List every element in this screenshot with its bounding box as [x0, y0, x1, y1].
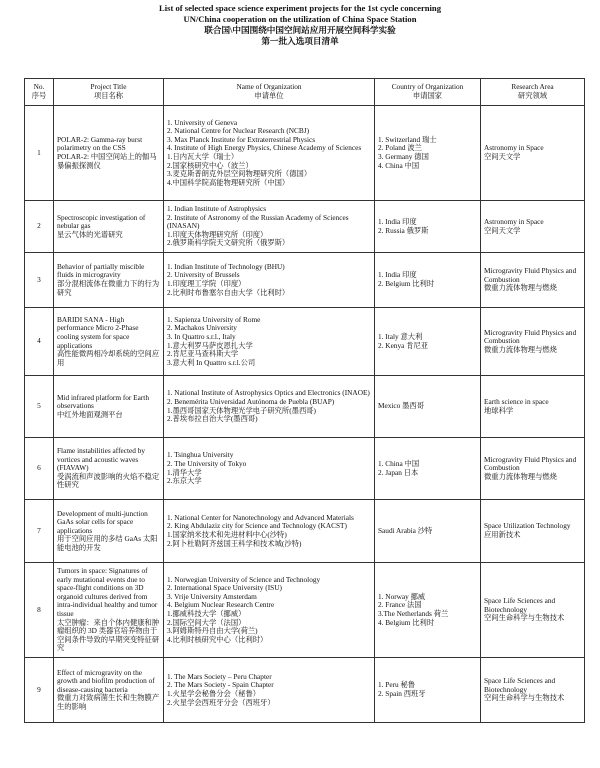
organization-list: [164, 376, 375, 438]
research-area: [481, 500, 585, 563]
organization-list-line: 3.阿姆斯特丹自由大学(荷兰): [167, 626, 258, 636]
research-area-line: Microgravity Fluid Physics and Combustion: [484, 266, 577, 284]
research-area-line: Microgravity Fluid Physics and Combustion: [484, 454, 577, 473]
table-row: [25, 308, 585, 376]
research-area-line: Space Life Sciences and Biotechnology: [484, 596, 556, 614]
organization-list-line: 2. National Centre for Nuclear Research (NCBJ): [167, 126, 310, 136]
research-area-line: Space Utilization Technology: [484, 521, 571, 531]
organization-list-line: 2.东京大学: [167, 476, 202, 486]
research-area-line: 空间生命科学与生物技术: [484, 693, 565, 703]
table-row: [25, 500, 585, 563]
organization-list-line: 1. Indian Institute of Astrophysics: [167, 204, 267, 214]
country-list-line: 3. Germany 德国: [378, 152, 429, 161]
country-list-line: 4. Belgium 比利时: [378, 617, 435, 627]
project-title-line: Mid infrared platform for Earth observations: [57, 392, 149, 411]
row-number: 2: [25, 201, 54, 253]
country-list-line: 1. Switzerland 瑞士: [378, 134, 437, 144]
organization-list: [164, 438, 375, 500]
country-list: [375, 308, 481, 376]
organization-list-line: 1.墨西哥国家天体物理光学电子研究所(墨西哥): [167, 405, 316, 415]
organization-list-line: 2. Institute of Astronomy of the Russian Academy of Sciences (INASAN): [167, 212, 349, 231]
organization-list-line: 1.日内瓦大学（瑞士）: [167, 152, 239, 161]
project-title-line: Tumors in space: Signatures of early mutational events due to space-flight conditions on 3D organoid cultures derived from intra-individual healthy and tumor tissue: [57, 566, 158, 618]
table-header-row: [25, 79, 585, 106]
organization-list-line: 4.比利时核研究中心（比利时）: [167, 634, 268, 644]
organization-list-line: 4.中国科学院高能物理研究所（中国）: [167, 177, 290, 187]
table-row: [25, 658, 585, 723]
project-title-line: 中红外地面观测平台: [57, 409, 123, 419]
country-list-line: 1. India 印度: [378, 270, 417, 280]
country-list-line: 2. Russia 俄罗斯: [378, 225, 429, 235]
country-list: [375, 376, 481, 438]
research-area-line: 微重力流体物理与燃烧: [484, 471, 557, 481]
header-no: No. 序号: [25, 79, 54, 106]
organization-list: [164, 106, 375, 201]
project-title-line: BARIDI SANA - High performance Micro 2-Phase cooling system for space applications: [57, 314, 139, 350]
project-title-line: 用于空间应用的多结 GaAs 太阳能电池的开发: [57, 534, 158, 552]
research-area-line: 空间天文学: [484, 225, 521, 235]
header-country: Country of Organization 申请国家: [375, 79, 481, 106]
organization-list-line: 3. In Quattro s.r.l., Italy: [167, 331, 236, 341]
organization-list-line: 2. The University of Tokyo: [167, 458, 247, 468]
research-area: [481, 563, 585, 658]
project-title: [54, 563, 164, 658]
project-title-line: 星云气体的光谱研究: [57, 229, 123, 239]
organization-list: [164, 201, 375, 253]
organization-list-line: 1. University of Geneva: [167, 117, 238, 127]
row-number: 4: [25, 308, 54, 376]
country-list-line: 1. Norway 挪威: [378, 591, 426, 601]
organization-list-line: 3. Vrije University Amsterdam: [167, 591, 257, 601]
title-line-3: 联合国\中国围绕中国空间站应用开展空间科学实验: [204, 25, 396, 35]
organization-list-line: 1. National Institute of Astrophysics Optics and Electronics (INAOE): [167, 388, 370, 398]
organization-list-line: 1.意大利罗马萨皮恩扎大学: [167, 340, 253, 350]
project-title: [54, 500, 164, 563]
country-list: [375, 563, 481, 658]
research-area: [481, 438, 585, 500]
table-row: [25, 563, 585, 658]
document-title: [0, 0, 600, 47]
organization-list-line: 1.挪威科技大学（挪威）: [167, 609, 246, 618]
organization-list-line: 1.印度理工学院（印度）: [167, 279, 246, 288]
research-area-line: 应用新技术: [484, 530, 521, 539]
organization-list-line: 2.火星学会西班牙分会（西班牙）: [167, 697, 275, 707]
research-area-line: 微重力流体物理与燃烧: [484, 283, 557, 293]
organization-list-line: 3. Max Planck Institute for Extraterrestrial Physics: [167, 134, 316, 144]
organization-list-line: 1.国家纳米技术和先进材料中心(沙特): [167, 530, 287, 539]
organization-list-line: 1. National Center for Nanotechnology and Advanced Materials: [167, 512, 354, 522]
project-title-line: 太空肿瘤：来自个体内健康和肿瘤组织的 3D 类器官培养物由于空间条件导致的早期突变特征研究: [57, 617, 160, 653]
country-list-line: 2. Kenya 肯尼亚: [378, 340, 429, 350]
organization-list-line: 2. International Space University (ISU): [167, 583, 282, 593]
country-list-line: 2. France 法国: [378, 600, 422, 610]
organization-list-line: 4. Institute of High Energy Physics, Chinese Academy of Sciences: [167, 143, 362, 153]
organization-list-line: 1. Norwegian University of Science and Technology: [167, 574, 321, 584]
organization-list-line: 3.麦克斯普朗克外层空间物理研究所（德国）: [167, 169, 312, 179]
project-title: [54, 308, 164, 376]
project-title-line: Behavior of partially miscible fluids in microgravity: [57, 261, 145, 280]
table-row: [25, 201, 585, 253]
project-title: [54, 658, 164, 723]
project-title-line: Effect of microgravity on the growth and biofilm production of disease-causing bacteria: [57, 667, 155, 694]
research-area-line: Astronomy in Space: [484, 216, 544, 226]
row-number: 1: [25, 106, 54, 201]
projects-table: [24, 78, 585, 723]
project-title-line: Flame instabilities affected by vortices and acoustic waves (FIAVAW): [57, 446, 146, 473]
country-list-line: 1. India 印度: [378, 216, 417, 226]
row-number: 8: [25, 563, 54, 658]
project-title-line: 高性能微两相冷却系统的空间应用: [57, 349, 160, 367]
organization-list: [164, 253, 375, 308]
research-area: [481, 106, 585, 201]
project-title-line: Spectroscopic investigation of nebular gas: [57, 212, 146, 231]
country-list: [375, 500, 481, 563]
country-list-line: 1. Italy 意大利: [378, 331, 423, 341]
organization-list-line: 2. The Mars Society - Spain Chapter: [167, 680, 274, 690]
organization-list: [164, 563, 375, 658]
organization-list-line: 2.普埃布拉自治大学(墨西哥): [167, 414, 258, 424]
project-title-line: Development of multi-junction GaAs solar cells for space applications: [57, 508, 148, 535]
project-title: [54, 253, 164, 308]
header-title: Project Title 项目名称: [54, 79, 164, 106]
research-area-line: 空间天文学: [484, 152, 521, 161]
country-list-line: 4. China 中国: [378, 160, 420, 170]
research-area: [481, 253, 585, 308]
country-list-line: 3.The Netherlands 荷兰: [378, 609, 449, 618]
research-area-line: Space Life Sciences and Biotechnology: [484, 676, 556, 694]
project-title-line: 微重力对致病菌生长和生物膜产生的影响: [57, 693, 160, 711]
research-area-line: 地球科学: [484, 405, 514, 415]
row-number: 6: [25, 438, 54, 500]
project-title: [54, 438, 164, 500]
organization-list-line: 4. Belgium Nuclear Research Centre: [167, 600, 275, 610]
title-line-2: UN/China cooperation on the utilization of China Space Station: [183, 14, 417, 24]
country-list: [375, 253, 481, 308]
organization-list-line: 1. Sapienza University of Rome: [167, 314, 261, 324]
country-list: [375, 658, 481, 723]
organization-list-line: 2.阿卜杜勒阿齐兹国王科学和技术城(沙特): [167, 538, 302, 548]
research-area-line: Earth science in space: [484, 396, 549, 406]
project-title-line: 受涡流和声波影响的火焰不稳定性研究: [57, 471, 160, 490]
country-list: [375, 106, 481, 201]
research-area: [481, 201, 585, 253]
country-list-line: Saudi Arabia 沙特: [378, 525, 433, 535]
organization-list-line: 1.火星学会秘鲁分会（秘鲁）: [167, 689, 261, 698]
organization-list: [164, 500, 375, 563]
country-list-line: 2. Japan 日本: [378, 467, 419, 477]
research-area: [481, 658, 585, 723]
research-area-line: Astronomy in Space: [484, 143, 544, 153]
header-research-area: Research Area 研究领域: [481, 79, 585, 106]
organization-list-line: 1.印度天体物理研究所（印度）: [167, 229, 268, 239]
organization-list-line: 3.意大利 In Quattro s.r.l.公司: [167, 357, 256, 367]
row-number: 3: [25, 253, 54, 308]
organization-list-line: 1.清华大学: [167, 467, 202, 477]
organization-list-line: 2.国际空间大学（法国）: [167, 617, 246, 627]
table-row: [25, 376, 585, 438]
project-title: [54, 376, 164, 438]
organization-list-line: 1. The Mars Society – Peru Chapter: [167, 671, 272, 681]
research-area-line: 微重力流体物理与燃烧: [484, 344, 557, 354]
country-list-line: 2. Spain 西班牙: [378, 689, 426, 698]
project-title-line: POLAR-2: Gamma-ray burst polarimetry on the CSS: [57, 134, 143, 153]
project-title: [54, 106, 164, 201]
organization-list: [164, 658, 375, 723]
title-line-4: 第一批入选项目清单: [261, 36, 339, 46]
organization-list-line: 2. Machakos University: [167, 323, 237, 333]
row-number: 5: [25, 376, 54, 438]
table-row: [25, 106, 585, 201]
organization-list-line: 2.国家核研究中心（波兰）: [167, 160, 253, 170]
country-list-line: Mexico 墨西哥: [378, 401, 425, 411]
research-area-line: 空间生命科学与生物技术: [484, 613, 565, 623]
table-row: [25, 438, 585, 500]
country-list: [375, 201, 481, 253]
research-area-line: Microgravity Fluid Physics and Combustion: [484, 327, 577, 346]
project-title: [54, 201, 164, 253]
organization-list-line: 2. University of Brussels: [167, 270, 240, 280]
organization-list-line: 2. King Abdulaziz city for Science and Technology (KACST): [167, 521, 347, 531]
organization-list-line: 2.肯尼亚马查科斯大学: [167, 349, 239, 359]
research-area: [481, 308, 585, 376]
project-title-line: 部分混相流体在微重力下的行为研究: [57, 279, 160, 297]
country-list: [375, 438, 481, 500]
row-number: 9: [25, 658, 54, 723]
row-number: 7: [25, 500, 54, 563]
research-area: [481, 376, 585, 438]
country-list-line: 2. Poland 波兰: [378, 143, 422, 153]
organization-list-line: 2.比利时布鲁塞尔自由大学（比利时）: [167, 287, 290, 297]
organization-list-line: 1. Indian Institute of Technology (BHU): [167, 261, 285, 271]
header-organization: Name of Organization 申请单位: [164, 79, 375, 106]
project-title-line: POLAR-2: 中国空间站上的伽马暴偏振探测仪: [57, 152, 157, 170]
organization-list-line: 2. Benemérita Universidad Autónoma de Puebla (BUAP): [167, 396, 335, 406]
organization-list: [164, 308, 375, 376]
organization-list-line: 1. Tsinghua University: [167, 450, 234, 460]
title-line-1: List of selected space science experiment projects for the 1st cycle concerning: [159, 3, 441, 13]
country-list-line: 1. China 中国: [378, 458, 420, 468]
table-row: [25, 253, 585, 308]
country-list-line: 2. Belgium 比利时: [378, 279, 435, 288]
country-list-line: 1. Peru 秘鲁: [378, 680, 416, 690]
organization-list-line: 2.俄罗斯科学院天文研究所（俄罗斯）: [167, 238, 290, 248]
